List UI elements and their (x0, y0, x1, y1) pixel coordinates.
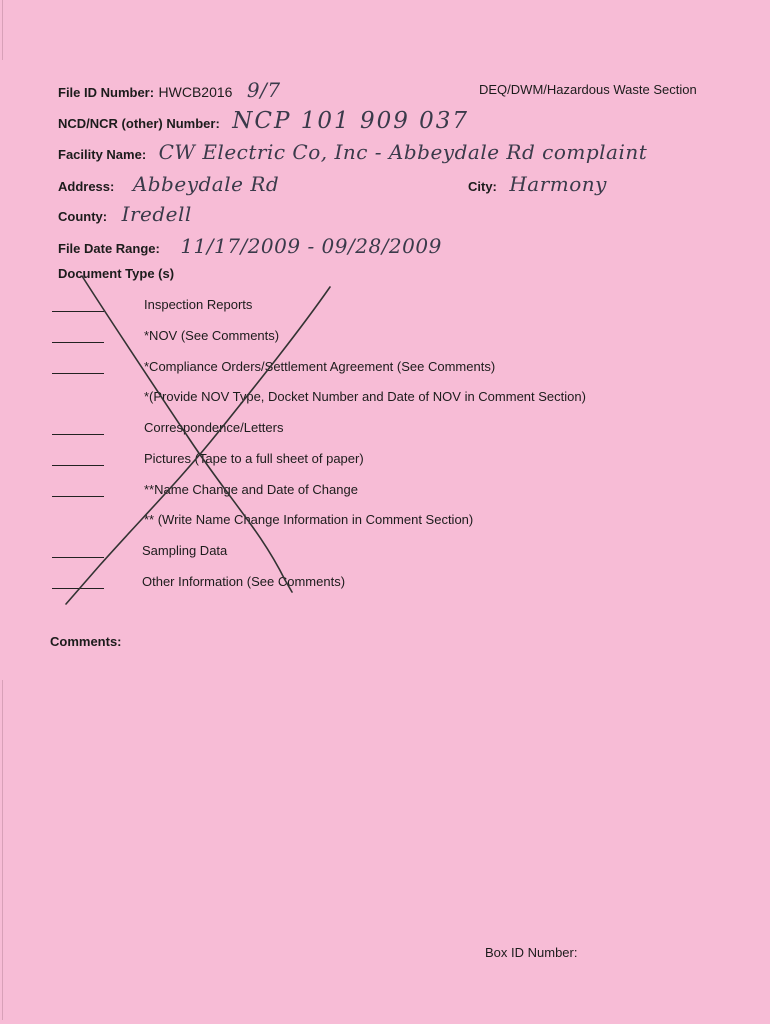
facility-label: Facility Name: (58, 147, 147, 162)
checkbox-blank[interactable] (52, 342, 104, 343)
file-id-handwritten: 9/7 (246, 78, 281, 102)
file-id-row (58, 78, 281, 102)
item-nov: *NOV (See Comments) (144, 328, 280, 343)
item-inspection-reports: Inspection Reports (144, 297, 253, 312)
county-label: County: (58, 209, 108, 224)
box-id-label: Box ID Number: (485, 945, 578, 960)
item-other-information: Other Information (See Comments) (142, 574, 346, 589)
document-type-heading: Document Type (s) (58, 266, 175, 281)
comments-label: Comments: (50, 634, 122, 649)
address-value: Abbeydale Rd (132, 172, 280, 196)
address-label: Address: (58, 179, 115, 194)
checkbox-blank[interactable] (52, 496, 104, 497)
item-compliance-orders: *Compliance Orders/Settlement Agreement (See Comments) (144, 359, 496, 374)
section-title: DEQ/DWM/Hazardous Waste Section (479, 82, 697, 97)
item-pictures: Pictures (Tape to a full sheet of paper) (144, 451, 364, 466)
checkbox-blank[interactable] (52, 311, 104, 312)
county-row (58, 202, 192, 226)
item-sampling-data: Sampling Data (142, 543, 228, 558)
checkbox-blank[interactable] (52, 588, 104, 589)
facility-value: CW Electric Co, Inc - Abbeydale Rd complaint (158, 140, 648, 164)
date-value: 11/17/2009 - 09/28/2009 (180, 234, 442, 258)
checkbox-blank[interactable] (52, 434, 104, 435)
item-correspondence: Correspondence/Letters (144, 420, 284, 435)
scan-edge-line (2, 0, 3, 60)
checkbox-blank[interactable] (52, 373, 104, 374)
checkbox-blank[interactable] (52, 465, 104, 466)
city-label: City: (468, 179, 497, 194)
city-row (468, 172, 607, 196)
date-label: File Date Range: (58, 241, 160, 256)
address-row (58, 172, 279, 196)
ncd-value: NCP 101 909 037 (232, 108, 470, 134)
scan-edge-line (2, 680, 3, 1020)
facility-row (58, 140, 647, 164)
item-name-change: **Name Change and Date of Change (144, 482, 358, 497)
county-value: Iredell (121, 202, 192, 226)
date-row (58, 234, 442, 258)
ncd-label: NCD/NCR (other) Number: (58, 116, 220, 131)
file-id-typed: HWCB2016 (158, 84, 233, 100)
city-value: Harmony (509, 172, 607, 196)
ncd-row (58, 108, 469, 134)
checkbox-blank[interactable] (52, 557, 104, 558)
file-id-label: File ID Number: (58, 85, 155, 100)
item-name-change-note: ** (Write Name Change Information in Comment Section) (144, 512, 474, 527)
item-nov-note: *(Provide NOV Type, Docket Number and Date of NOV in Comment Section) (144, 389, 586, 404)
